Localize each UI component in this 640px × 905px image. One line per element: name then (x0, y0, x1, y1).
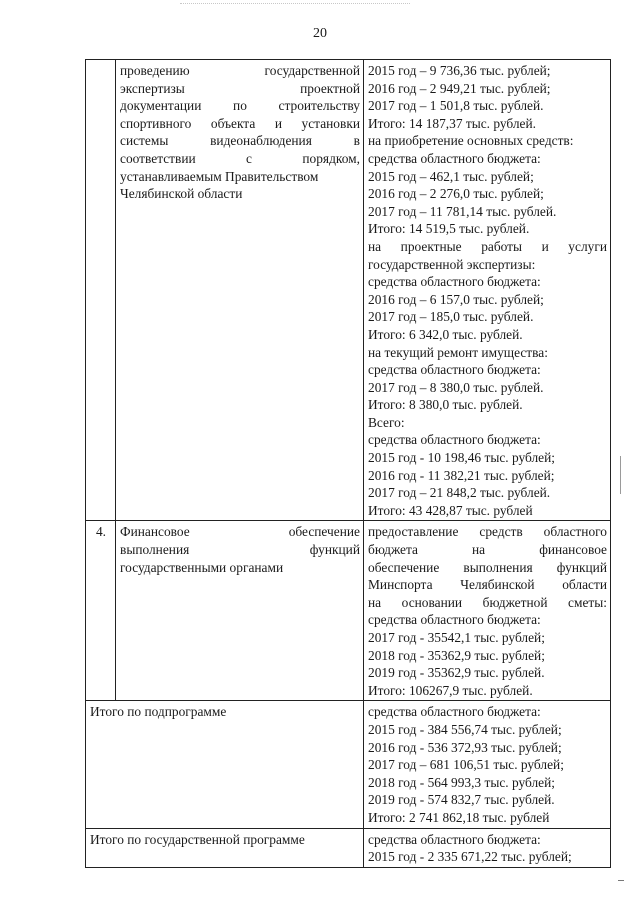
text-line: устанавливаемым Правительством (120, 168, 319, 184)
text-line: Итого: 2 741 862,18 тыс. рублей (368, 809, 550, 825)
text-line: Финансовое обеспечение (120, 524, 360, 540)
text-line: на текущий ремонт имущества: (368, 344, 548, 360)
text-line: средства областного бюджета: (368, 362, 541, 378)
text-line: предоставление средств областного (368, 524, 607, 540)
text-line: проведению государственной (120, 63, 360, 78)
text-line: 2015 год - 384 556,74 тыс. рублей; (368, 721, 562, 737)
text-line: Итого: 14 519,5 тыс. рублей. (368, 221, 530, 237)
funding-cell (364, 60, 611, 521)
text-line: Итого: 8 380,0 тыс. рублей. (368, 397, 523, 413)
text-line: Минспорта Челябинской области (368, 577, 607, 593)
scan-artifact (618, 880, 624, 881)
text-line: Челябинской области (120, 186, 243, 202)
text-line: 2017 год – 185,0 тыс. рублей. (368, 309, 534, 325)
text-line: бюджета на финансовое (368, 542, 607, 558)
scan-artifact (180, 3, 410, 5)
text-line: спортивного объекта и установки (120, 115, 360, 131)
text-line: 2016 год - 536 372,93 тыс. рублей; (368, 739, 562, 755)
text-line: обеспечение выполнения функций (368, 559, 607, 575)
text-line: Итого: 106267,9 тыс. рублей. (368, 682, 533, 698)
text-line: средства областного бюджета: (368, 274, 541, 290)
text-line: Итого: 6 342,0 тыс. рублей. (368, 326, 523, 342)
text-line: 2017 год – 8 380,0 тыс. рублей. (368, 379, 544, 395)
row-number: 4. (86, 521, 116, 701)
text-line: выполнения функций (120, 542, 360, 558)
text-line: 2018 год - 564 993,3 тыс. рублей; (368, 774, 555, 790)
text-line: средства областного бюджета: (368, 704, 541, 720)
total-row (86, 828, 611, 867)
text-line: 2015 год – 462,1 тыс. рублей; (368, 168, 534, 184)
total-row (86, 701, 611, 828)
text-line: Всего: (368, 414, 405, 430)
text-line: 2015 год - 10 198,46 тыс. рублей; (368, 450, 555, 466)
total-funding-cell (364, 701, 611, 828)
text-line: средства областного бюджета: (368, 831, 541, 847)
text-line: 2015 год – 9 736,36 тыс. рублей; (368, 63, 551, 78)
table-row (86, 521, 611, 701)
event-name-cell (116, 521, 364, 701)
text-line: на проектные работы и услуги (368, 238, 607, 254)
text-line: 2019 год - 35362,9 тыс. рублей. (368, 665, 545, 681)
text-line: средства областного бюджета: (368, 432, 541, 448)
text-line: 2017 год – 21 848,2 тыс. рублей. (368, 485, 551, 501)
text-line: средства областного бюджета: (368, 612, 541, 628)
text-line: экспертизы проектной (120, 80, 360, 96)
table-row (86, 60, 611, 521)
text-line: 2016 год – 6 157,0 тыс. рублей; (368, 291, 544, 307)
text-line: 2017 год – 1 501,8 тыс. рублей. (368, 98, 544, 114)
text-line: 2015 год - 2 335 671,22 тыс. рублей; (368, 849, 572, 865)
text-line: 2016 год – 2 949,21 тыс. рублей; (368, 80, 551, 96)
text-line: государственными органами (120, 559, 284, 575)
text-line: документации по строительству (120, 98, 360, 114)
text-line: 2017 год - 35542,1 тыс. рублей; (368, 630, 545, 645)
text-line: 2016 год – 2 276,0 тыс. рублей; (368, 186, 544, 202)
text-line: Итого: 43 428,87 тыс. рублей (368, 502, 533, 518)
text-line: системы видеонаблюдения в (120, 133, 360, 149)
total-label: Итого по государственной программе (86, 828, 364, 867)
text-line: 2017 год – 11 781,14 тыс. рублей. (368, 203, 557, 219)
total-funding-cell (364, 828, 611, 867)
text-line: Итого: 14 187,37 тыс. рублей. (368, 115, 537, 131)
funding-cell (364, 521, 611, 701)
text-line: государственной экспертизы: (368, 256, 536, 272)
text-line: 2018 год - 35362,9 тыс. рублей; (368, 647, 545, 663)
event-name-cell (116, 60, 364, 521)
text-line: 2016 год - 11 382,21 тыс. рублей; (368, 467, 555, 483)
total-label: Итого по подпрограмме (86, 701, 364, 828)
text-line: на приобретение основных средств: (368, 133, 574, 149)
scan-artifact (620, 456, 621, 494)
text-line: 2017 год – 681 106,51 тыс. рублей; (368, 757, 564, 773)
text-line: на основании бюджетной сметы: (368, 594, 607, 610)
row-number (86, 60, 116, 521)
text-line: соответствии с порядком, (120, 150, 360, 166)
text-line: средства областного бюджета: (368, 150, 541, 166)
program-table (85, 59, 611, 868)
page-number: 20 (313, 26, 327, 41)
text-line: 2019 год - 574 832,7 тыс. рублей. (368, 792, 555, 808)
